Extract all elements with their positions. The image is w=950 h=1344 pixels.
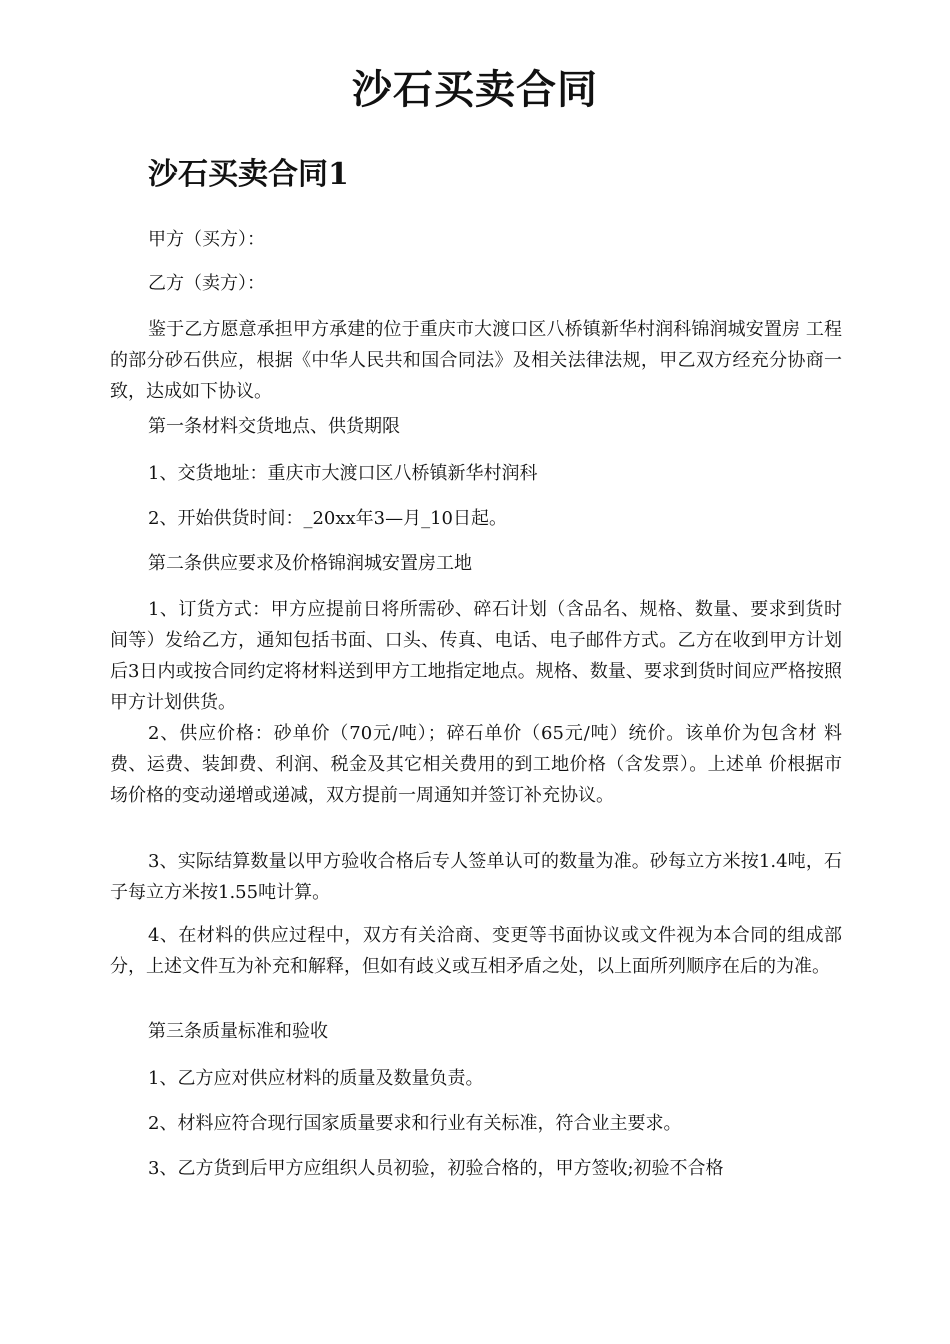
article-1-heading: 第一条材料交货地点、供货期限 — [148, 416, 400, 437]
article-3-heading: 第三条质量标准和验收 — [148, 1021, 328, 1042]
article-2-item-4: 4、在材料的供应过程中，双方有关洽商、变更等书面协议或文件视为本合同的组成部分，上述文件互为补充和解释，但如有歧义或互相矛盾之处，以上面所列顺序在后的为准。 — [110, 925, 842, 977]
article-3-item-1: 1、乙方应对供应材料的质量及数量负责。 — [148, 1068, 484, 1089]
party-b-line: 乙方（卖方）： — [148, 273, 265, 294]
document-title: 沙石买卖合同 — [352, 66, 598, 113]
article-1-item-2: 2、开始供货时间：_20xx年3—月_10日起。 — [148, 508, 508, 529]
article-1-item-1: 1、交货地址：重庆市大渡口区八桥镇新华村润科 — [148, 463, 538, 484]
article-2-item-2: 2、供应价格：砂单价（70元/吨）；碎石单价（65元/吨）统价。该单价为包含材 料费、运费、装卸费、利润、税金及其它相关费用的到工地价格（含发票）。上述单 价根据市场价格的变动递增或递减，双方提前一周通知并签订补充协议。 — [110, 723, 842, 806]
article-3-item-3: 3、乙方货到后甲方应组织人员初验，初验合格的，甲方签收;初验不合格 — [148, 1158, 724, 1179]
article-3-item-2: 2、材料应符合现行国家质量要求和行业有关标准，符合业主要求。 — [148, 1113, 682, 1134]
article-2-heading: 第二条供应要求及价格锦润城安置房工地 — [148, 553, 472, 574]
party-a-line: 甲方（买方）： — [148, 229, 265, 250]
article-2-item-1: 1、订货方式：甲方应提前日将所需砂、碎石计划（含品名、规格、数量、要求到货时间等）发给乙方，通知包括书面、口头、传真、电话、电子邮件方式。乙方在收到甲方计划后3日内或按合同约定将材料送到甲方工地指定地点。规格、数量、要求到货时间应严格按照甲方计划供货。 — [110, 599, 842, 713]
preamble-paragraph: 鉴于乙方愿意承担甲方承建的位于重庆市大渡口区八桥镇新华村润科锦润城安置房 工程的部分砂石供应，根据《中华人民共和国合同法》及相关法律法规，甲乙双方经充分协商一致，达成如下协议。 — [110, 319, 842, 402]
article-2-item-3: 3、实际结算数量以甲方验收合格后专人签单认可的数量为准。砂每立方米按1.4吨，石子每立方米按1.55吨计算。 — [110, 851, 842, 903]
section-heading: 沙石买卖合同1 — [148, 157, 349, 192]
